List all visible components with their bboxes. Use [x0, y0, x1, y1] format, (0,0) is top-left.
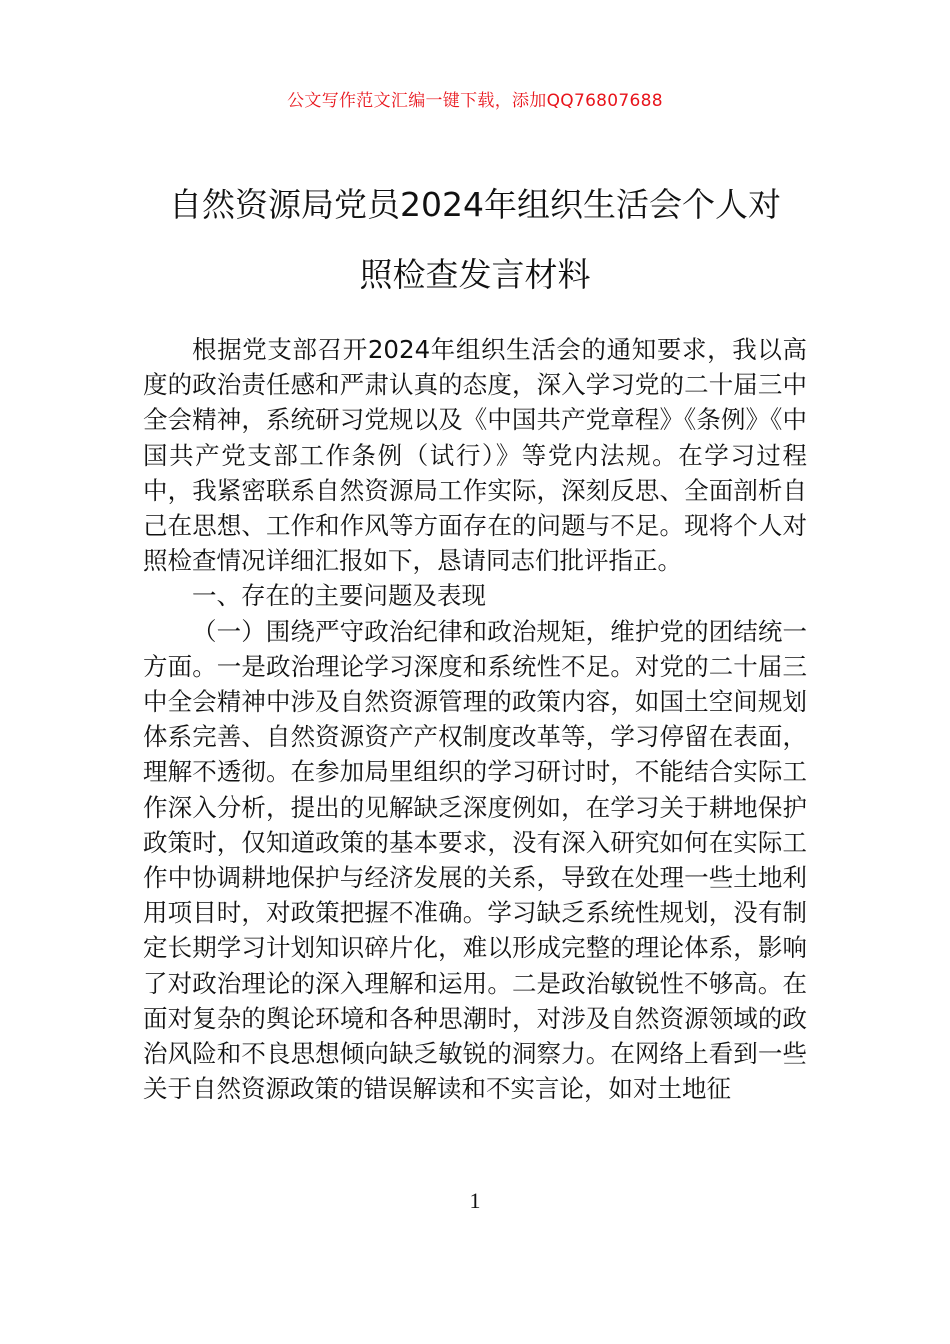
document-body: [143, 332, 807, 1106]
paragraph-intro: 根据党支部召开2024年组织生活会的通知要求，我以高度的政治责任感和严肃认真的态度，深入学习党的二十届三中全会精神，系统研习党规以及《中国共产党章程》《条例》《中国共产党支部工作条例（试行）》等党内法规。在学习过程中，我紧密联系自然资源局工作实际，深刻反思、全面剖析自己在思想、工作和作风等方面存在的问题与不足。现将个人对照检查情况详细汇报如下，恳请同志们批评指正。: [143, 335, 807, 576]
document-title: [120, 170, 830, 310]
page-number: 1: [469, 1188, 481, 1213]
section-heading-1: 一、存在的主要问题及表现: [192, 581, 486, 611]
header-watermark-note: 公文写作范文汇编一键下载，添加QQ76807688: [287, 91, 663, 111]
title-line-1: 自然资源局党员2024年组织生活会个人对: [169, 185, 781, 224]
paragraph-section-1-1: （一）围绕严守政治纪律和政治规矩，维护党的团结统一方面。一是政治理论学习深度和系统性不足。对党的二十届三中全会精神中涉及自然资源管理的政策内容，如国土空间规划体系完善、自然资源资产产权制度改革等，学习停留在表面，理解不透彻。在参加局里组织的学习研讨时，不能结合实际工作深入分析，提出的见解缺乏深度例如，在学习关于耕地保护政策时，仅知道政策的基本要求，没有深入研究如何在实际工作中协调耕地保护与经济发展的关系，导致在处理一些土地利用项目时，对政策把握不准确。学习缺乏系统性规划，没有制定长期学习计划知识碎片化，难以形成完整的理论体系，影响了对政治理论的深入理解和运用。二是政治敏锐性不够高。在面对复杂的舆论环境和各种思潮时，对涉及自然资源领域的政治风险和不良思想倾向缺乏敏锐的洞察力。在网络上看到一些关于自然资源政策的错误解读和不实言论，如对土地征: [143, 616, 807, 1104]
title-line-2: 照检查发言材料: [359, 255, 591, 294]
